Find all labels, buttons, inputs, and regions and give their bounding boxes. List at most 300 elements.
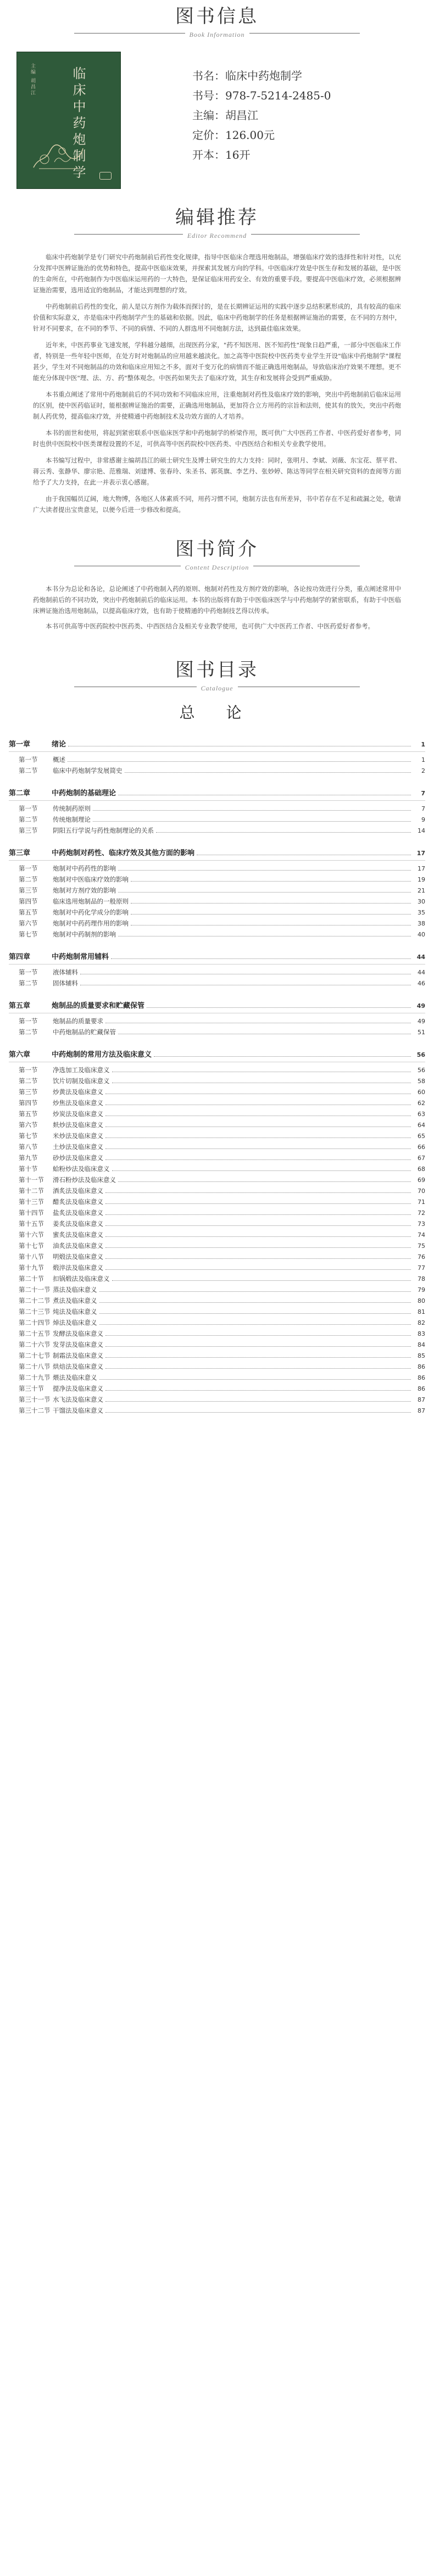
leader-dots [105, 1269, 411, 1270]
section-label: 第十四节 [19, 1209, 44, 1217]
section-name: 扣锅煅法及临床意义 [53, 1275, 110, 1283]
section-name: 炮制对中医临床疗效的影响 [53, 876, 129, 883]
section-label: 第一节 [19, 1066, 38, 1074]
leader-dots [105, 1401, 411, 1402]
intro-rule [74, 561, 360, 571]
chapter-name: 中药炮制的基础理论 [52, 789, 116, 798]
toc-section-row[interactable] [9, 1208, 425, 1219]
leader-dots [112, 1280, 411, 1281]
chapter-page: 56 [416, 1051, 425, 1058]
recommend-header [0, 205, 434, 239]
section-page: 56 [418, 1067, 425, 1074]
leader-dots [105, 1357, 411, 1358]
book-fields [192, 66, 331, 165]
section-label: 第二十节 [19, 1275, 44, 1283]
toc-section-row[interactable] [9, 1077, 425, 1088]
leader-dots [112, 1170, 411, 1171]
leader-dots [105, 1247, 411, 1248]
section-page: 86 [418, 1374, 425, 1381]
section-label: 第九节 [19, 1154, 38, 1162]
section-label: 第六节 [19, 919, 38, 927]
intro-paragraph: 本书可供高等中医药院校中医药类、中西医结合及相关专业教学使用，也可供广大中医药工作者、中医药爱好者参考。 [46, 622, 374, 630]
section-page: 38 [418, 920, 425, 927]
toc-section-row[interactable] [9, 968, 425, 979]
section-name: 制霜法及临床意义 [53, 1352, 103, 1359]
section-page: 69 [418, 1177, 425, 1184]
section-name: 饮片切制及临床意义 [53, 1077, 110, 1085]
section-page: 76 [418, 1253, 425, 1261]
recommend-paragraph: 由于我国幅员辽阔，地大物博，各地区人体素质不同，用药习惯不同，炮制方法也有所差异，书中若存在不足和疏漏之处，敬请广大读者提出宝贵意见，以便今后进一步修改和提高。 [33, 495, 401, 514]
section-page: 72 [418, 1209, 425, 1217]
toc-section-row[interactable] [9, 1164, 425, 1175]
section-label: 第十七节 [19, 1242, 44, 1250]
intro-paragraph: 本书分为总论和各论，总论阐述了中药炮制入药的原则、炮制对药性及方剂疗效的影响，各论按功效进行分类，重点阐述常用中药炮制前后的不同功效，突出中药炮制前后的临床运用。本书的出版将有助于中医临床医学与中药炮制学的紧密联系，有助于中医临床辨证施治选用炮制品，以提高临床疗效，也有助于使精通的中药炮制技艺得以传承。 [33, 585, 401, 615]
publisher-logo [99, 172, 112, 180]
leader-dots [118, 1181, 411, 1182]
toc-chapter [9, 951, 425, 990]
cover-title: 临床中药炮制学 [70, 66, 86, 182]
section-label: 第二十九节 [19, 1374, 51, 1381]
section-page: 21 [418, 887, 425, 894]
toc-section-row[interactable] [9, 1175, 425, 1186]
recommend-rule [74, 230, 360, 239]
toc-section-row[interactable] [9, 1351, 425, 1362]
section-label: 第二节 [19, 1077, 38, 1085]
section-name: 炮制对中药药理作用的影响 [53, 919, 129, 927]
section-name: 发酵法及临床意义 [53, 1330, 103, 1337]
section-name: 临床中药炮制学发展简史 [53, 767, 123, 774]
section-name: 传统炮制理论 [53, 816, 91, 823]
toc-chapter [9, 847, 425, 941]
section-label: 第五节 [19, 908, 38, 916]
leader-dots [118, 870, 411, 871]
chapter-label: 第六章 [9, 1051, 31, 1059]
leader-dots [93, 810, 411, 811]
section-label: 第八节 [19, 1143, 38, 1151]
toc-section-row[interactable] [9, 1285, 425, 1296]
toc-section-row[interactable] [9, 1088, 425, 1099]
toc-section-row[interactable] [9, 755, 425, 766]
section-name: 醋炙法及临床意义 [53, 1198, 103, 1206]
section-name: 炒黄法及临床意义 [53, 1088, 103, 1096]
field-isbn: 书号：978-7-5214-2485-0 [192, 89, 331, 102]
section-page: 51 [418, 1029, 425, 1036]
section-page: 9 [421, 816, 425, 823]
section-name: 砂炒法及临床意义 [53, 1154, 103, 1162]
chapter-page: 1 [421, 741, 425, 748]
cover-herb-illustration [28, 135, 88, 173]
section-label: 第三节 [19, 827, 38, 834]
leader-dots [147, 1007, 411, 1008]
section-name: 水飞法及临床意义 [53, 1396, 103, 1403]
toc-section-row[interactable] [9, 1406, 425, 1417]
leader-dots [105, 1236, 411, 1237]
section-page: 17 [418, 865, 425, 872]
section-label: 第二节 [19, 816, 38, 823]
section-label: 第一节 [19, 1017, 38, 1025]
section-name: 液体辅料 [53, 968, 78, 976]
section-name: 蒸法及临床意义 [53, 1286, 97, 1293]
leader-dots [99, 1324, 411, 1325]
section-name: 焯法及临床意义 [53, 1319, 97, 1326]
section-page: 71 [418, 1198, 425, 1206]
section-page: 86 [418, 1363, 425, 1370]
section-name: 概述 [53, 756, 65, 763]
section-label: 第一节 [19, 756, 38, 763]
toc-chapter-row[interactable] [9, 847, 425, 859]
section-page: 85 [418, 1352, 425, 1359]
leader-dots [105, 1335, 411, 1336]
leader-dots [99, 1291, 411, 1292]
toc-section-row[interactable] [9, 1109, 425, 1120]
section-page: 30 [418, 898, 425, 905]
section-page: 46 [418, 980, 425, 987]
toc-section-row[interactable] [9, 1362, 425, 1373]
leader-dots [105, 1148, 411, 1149]
leader-dots [105, 1203, 411, 1204]
toc-section-row[interactable] [9, 979, 425, 990]
section-label: 第三十节 [19, 1385, 44, 1392]
leader-dots [125, 772, 411, 773]
toc-section-row[interactable] [9, 1120, 425, 1131]
section-label: 第二十二节 [19, 1297, 51, 1304]
intro-title: 图书简介 [175, 538, 259, 560]
section-label: 第四节 [19, 1099, 38, 1107]
leader-dots [105, 1225, 411, 1226]
leader-dots [131, 881, 411, 882]
section-name: 炮制对中药制剂的影响 [53, 930, 116, 938]
leader-dots [105, 1346, 411, 1347]
section-label: 第五节 [19, 1110, 38, 1118]
section-label: 第三十二节 [19, 1407, 51, 1414]
section-label: 第二十六节 [19, 1341, 51, 1348]
section-label: 第二节 [19, 767, 38, 774]
toc-section-row[interactable] [9, 1263, 425, 1274]
leader-dots [99, 1302, 411, 1303]
toc-section-row[interactable] [9, 1028, 425, 1039]
section-page: 73 [418, 1220, 425, 1228]
book-info-subtitle: Book Information [185, 31, 249, 38]
cover-author: 主编 胡昌江 [30, 63, 35, 96]
section-page: 87 [418, 1396, 425, 1403]
toc-section-row[interactable] [9, 1384, 425, 1395]
section-name: 米炒法及临床意义 [53, 1132, 103, 1140]
toc-section-row[interactable] [9, 1219, 425, 1230]
toc-section-row[interactable] [9, 908, 425, 919]
chapter-divider [9, 800, 425, 801]
leader-dots [99, 1313, 411, 1314]
section-name: 土炒法及临床意义 [53, 1143, 103, 1151]
leader-dots [105, 1192, 411, 1193]
section-page: 75 [418, 1242, 425, 1250]
toc-heading: 总 论 [179, 704, 255, 722]
toc-section-row[interactable] [9, 930, 425, 941]
section-label: 第二十七节 [19, 1352, 51, 1359]
section-label: 第十五节 [19, 1220, 44, 1228]
section-page: 1 [421, 756, 425, 763]
section-label: 第二十三节 [19, 1308, 51, 1315]
section-label: 第六节 [19, 1121, 38, 1129]
chapter-label: 第一章 [9, 740, 31, 749]
section-name: 烘焙法及临床意义 [53, 1363, 103, 1370]
section-page: 81 [418, 1308, 425, 1315]
toc-section-row[interactable] [9, 919, 425, 930]
toc-chapter-row[interactable] [9, 787, 425, 799]
section-page: 83 [418, 1330, 425, 1337]
book-cover [16, 52, 121, 189]
toc-chapter-row[interactable] [9, 1000, 425, 1012]
book-info-rule [74, 29, 360, 38]
toc-section-row[interactable] [9, 1186, 425, 1197]
chapter-label: 第三章 [9, 849, 31, 857]
recommend-title: 编辑推荐 [175, 207, 259, 228]
section-page: 65 [418, 1133, 425, 1140]
field-price: 定价：126.00元 [192, 129, 275, 142]
section-label: 第十节 [19, 1165, 38, 1173]
chapter-label: 第四章 [9, 953, 31, 961]
section-name: 明煅法及临床意义 [53, 1253, 103, 1261]
section-page: 60 [418, 1089, 425, 1096]
section-name: 干馏法及临床意义 [53, 1407, 103, 1414]
chapter-page: 17 [416, 850, 425, 857]
section-name: 提净法及临床意义 [53, 1385, 103, 1392]
toc-chapter-row[interactable] [9, 1049, 425, 1061]
toc-section-row[interactable] [9, 826, 425, 837]
intro-subtitle: Content Description [181, 564, 254, 571]
leader-dots [118, 892, 411, 893]
section-page: 64 [418, 1122, 425, 1129]
toc-section-row[interactable] [9, 1197, 425, 1208]
section-page: 74 [418, 1231, 425, 1239]
chapter-name: 中药炮制对药性、临床疗效及其他方面的影响 [52, 849, 195, 857]
catalogue-header [0, 658, 434, 692]
toc-section-row[interactable] [9, 815, 425, 826]
toc-chapter [9, 1000, 425, 1039]
table-of-contents [0, 738, 434, 1417]
toc-section-row[interactable] [9, 864, 425, 875]
toc-section-row[interactable] [9, 897, 425, 908]
leader-dots [105, 1390, 411, 1391]
toc-section-row[interactable] [9, 1307, 425, 1318]
section-label: 第一节 [19, 865, 38, 872]
section-page: 80 [418, 1297, 425, 1304]
section-name: 煨法及临床意义 [53, 1374, 97, 1381]
section-name: 净选加工及临床意义 [53, 1066, 110, 1074]
section-name: 阴阳五行学说与药性炮制理论的关系 [53, 827, 154, 834]
section-page: 35 [418, 909, 425, 916]
section-page: 66 [418, 1144, 425, 1151]
section-name: 中药炮制品的贮藏保管 [53, 1028, 116, 1036]
leader-dots [99, 1379, 411, 1380]
field-book-name: 书名：临床中药炮制学 [192, 69, 302, 82]
recommend-paragraph: 本书的面世和使用，将起到紧密联系中医临床医学和中药炮制学的桥梁作用，既可供广大中医药工作者、中医药爱好者参考，同时也供中医院校中医类课程设置的不足，可供高等中医药院校中医药类、中西医结合和相关专业教学使用。 [33, 429, 401, 448]
toc-section-row[interactable] [9, 1318, 425, 1329]
section-page: 78 [418, 1275, 425, 1283]
section-label: 第一节 [19, 968, 38, 976]
section-label: 第二十四节 [19, 1319, 51, 1326]
chapter-divider [9, 860, 425, 861]
section-page: 40 [418, 931, 425, 938]
leader-dots [131, 903, 411, 904]
section-label: 第三节 [19, 886, 38, 894]
section-name: 油炙法及临床意义 [53, 1242, 103, 1250]
section-name: 发芽法及临床意义 [53, 1341, 103, 1348]
recommend-paragraph: 本书重点阐述了常用中药炮制前后的不同功效和不同临床应用，注重炮制对药性及临床疗效的影响，突出中药炮制前后临床运用的区别，使中医药临证时，能根据辨证施治的需要，正确选用炮制品，更加符合立方用药的宗旨和法则，使其有的放矢，突出中药炮制人药优势，提高临床疗效，并使精通中药炮制技术及功效方面的人才培养。 [33, 391, 401, 420]
section-label: 第二节 [19, 1028, 38, 1036]
field-format: 开本：16开 [192, 148, 251, 161]
intro-body [0, 583, 434, 632]
section-label: 第二节 [19, 876, 38, 883]
section-page: 49 [418, 1018, 425, 1025]
section-page: 68 [418, 1166, 425, 1173]
chapter-label: 第五章 [9, 1002, 31, 1010]
section-name: 炮制对中药化学成分的影响 [53, 908, 129, 916]
section-label: 第三节 [19, 1088, 38, 1096]
section-label: 第十九节 [19, 1264, 44, 1272]
section-page: 19 [418, 876, 425, 883]
toc-section-row[interactable] [9, 1142, 425, 1153]
section-page: 44 [418, 969, 425, 976]
toc-section-row[interactable] [9, 875, 425, 886]
leader-dots [105, 1368, 411, 1369]
toc-chapter [9, 787, 425, 837]
section-name: 传统制药原则 [53, 805, 91, 812]
section-label: 第二节 [19, 979, 38, 987]
leader-dots [93, 821, 411, 822]
section-label: 第二十八节 [19, 1363, 51, 1370]
toc-section-row[interactable] [9, 1274, 425, 1285]
leader-dots [105, 1258, 411, 1259]
section-page: 62 [418, 1100, 425, 1107]
section-label: 第十三节 [19, 1198, 44, 1206]
section-name: 蜜炙法及临床意义 [53, 1231, 103, 1239]
chapter-label: 第二章 [9, 789, 31, 798]
toc-section-row[interactable] [9, 1230, 425, 1241]
section-label: 第十六节 [19, 1231, 44, 1239]
chapter-page: 49 [416, 1002, 425, 1010]
section-name: 滑石粉炒法及临床意义 [53, 1176, 116, 1184]
recommend-body [0, 252, 434, 515]
toc-section-row[interactable] [9, 1153, 425, 1164]
toc-section-row[interactable] [9, 1099, 425, 1109]
toc-section-row[interactable] [9, 1329, 425, 1340]
toc-chapter [9, 1049, 425, 1417]
toc-section-row[interactable] [9, 1296, 425, 1307]
leader-dots [111, 958, 411, 959]
section-name: 炮制对方剂疗效的影响 [53, 886, 116, 894]
section-page: 2 [421, 767, 425, 774]
leader-dots [105, 1159, 411, 1160]
section-page: 77 [418, 1264, 425, 1272]
leader-dots [68, 761, 411, 762]
book-info-header [0, 0, 434, 38]
toc-section-row[interactable] [9, 1395, 425, 1406]
section-label: 第十二节 [19, 1187, 44, 1195]
recommend-paragraph: 近年来，中医药事业飞速发展，学科越分越细，出现医药分家，"药不知医用、医不知药性"现象日趋严重，一部分中医临床工作者，特别是一些年轻中医师，在处方时对炮制品的应用越来越淡化。加之高等中医院校中医药类专业学生开设"临床中药炮制学"课程甚少，学生对不同炮制品的功效和临床应用知之不多，面对千变万化的病情而不能正确选用炮制品，导致临床治疗效果不理想。更不能充分体现中医"理、法、方、药"整体观念。中医药如果失去了临床疗效，其生存和发展将会受到严重威胁。 [33, 341, 401, 382]
section-name: 临床选用炮制品的一般原则 [53, 897, 129, 905]
chapter-name: 炮制品的质量要求和贮藏保管 [52, 1002, 145, 1010]
chapter-page: 7 [421, 790, 425, 797]
toc-section-row[interactable] [9, 1241, 425, 1252]
intro-header [0, 537, 434, 571]
recommend-subtitle: Editor Recommend [183, 232, 251, 239]
section-label: 第四节 [19, 897, 38, 905]
toc-section-row[interactable] [9, 804, 425, 815]
section-name: 炮制品的质量要求 [53, 1017, 103, 1025]
section-label: 第二十五节 [19, 1330, 51, 1337]
section-label: 第三十一节 [19, 1396, 51, 1403]
catalogue-subtitle: Catalogue [197, 684, 238, 692]
recommend-paragraph: 中药炮制前后药性的变化，前人是以方剂作为载体而探讨的，是在长期辨证运用的实践中逐步总结积累形成的，具有较高的临床价值和实际意义，亦是临床中药炮制学产生的基础和依据。因此，临床中药炮制学的任务是根据辨证施治的需要，在不同的方剂中，针对不同要求，在不同的季节、不同的病情、不同的人群选用不同炮制方法，达到最佳临床效果。 [33, 303, 401, 332]
section-label: 第十一节 [19, 1176, 44, 1184]
section-page: 7 [421, 805, 425, 812]
book-info-title: 图书信息 [175, 5, 259, 27]
toc-section-row[interactable] [9, 1252, 425, 1263]
section-name: 炖法及临床意义 [53, 1308, 97, 1315]
chapter-name: 中药炮制的常用方法及临床意义 [52, 1051, 152, 1059]
toc-section-row[interactable] [9, 1340, 425, 1351]
toc-section-row[interactable] [9, 1131, 425, 1142]
leader-dots [105, 1412, 411, 1413]
section-page: 86 [418, 1385, 425, 1392]
section-page: 70 [418, 1187, 425, 1195]
section-name: 煅淬法及临床意义 [53, 1264, 103, 1272]
toc-chapter [9, 738, 425, 777]
section-page: 84 [418, 1341, 425, 1348]
chapter-name: 中药炮制常用辅料 [52, 953, 109, 961]
section-label: 第七节 [19, 930, 38, 938]
recommend-paragraph: 临床中药炮制学是专门研究中药炮制前后药性变化规律，指导中医临床合理选用炮制品，增强临床疗效的选择性和针对性，以充分发挥中医辨证施治的优势和特色，提高中医临床效果，并探索其发展方向的学科。中医临床疗效是中医生存和发展的基础，是中医的生命所在，中药炮制作为中医临床运用药的一大特色，是保证临床用药安全、有效的重要手段。要提高中医临床疗效，必须根据辨证施治需要，选用适宜的炮制品，才能达到理想的疗效。 [33, 253, 401, 294]
section-name: 姜炙法及临床意义 [53, 1220, 103, 1228]
book-info-section [0, 38, 434, 187]
catalogue-title: 图书目录 [175, 659, 259, 681]
leader-dots [105, 1214, 411, 1215]
toc-chapter-row[interactable] [9, 951, 425, 963]
toc-chapter-row[interactable] [9, 738, 425, 750]
section-page: 58 [418, 1078, 425, 1085]
section-name: 炒炭法及临床意义 [53, 1110, 103, 1118]
section-name: 酒炙法及临床意义 [53, 1187, 103, 1195]
section-page: 79 [418, 1286, 425, 1293]
section-name: 固体辅料 [53, 979, 78, 987]
section-label: 第一节 [19, 805, 38, 812]
section-label: 第十八节 [19, 1253, 44, 1261]
catalogue-rule [74, 682, 360, 692]
section-page: 87 [418, 1407, 425, 1414]
toc-section-row[interactable] [9, 1017, 425, 1028]
field-editor: 主编：胡昌江 [192, 109, 258, 122]
chapter-divider [9, 751, 425, 752]
toc-section-row[interactable] [9, 886, 425, 897]
section-page: 82 [418, 1319, 425, 1326]
leader-dots [156, 832, 411, 833]
toc-section-row[interactable] [9, 1066, 425, 1077]
section-label: 第二十一节 [19, 1286, 51, 1293]
section-page: 67 [418, 1155, 425, 1162]
leader-dots [154, 1056, 411, 1057]
recommend-paragraph: 本书编写过程中，非常感谢主编胡昌江的硕士研究生及博士研究生的大力支持：同时，张明月、李斌、刘薇、东宝花、蔡平君、蒋云秀、张静华、廖宗艳、范雅瑞、刘建博、张春玲、朱圣书、郭英旗、李艺丹、张妙婷、陈达等同学在相关研究资料的查阅等方面给予了大力支持，在此一并表示衷心感谢。 [33, 456, 401, 486]
toc-section-row[interactable] [9, 766, 425, 777]
section-name: 炮制对中药药性的影响 [53, 865, 116, 872]
section-label: 第七节 [19, 1132, 38, 1140]
section-page: 14 [418, 827, 425, 834]
leader-dots [131, 914, 411, 915]
chapter-page: 44 [416, 954, 425, 961]
section-name: 煮法及临床意义 [53, 1297, 97, 1304]
chapter-name: 绪论 [52, 740, 66, 749]
toc-section-row[interactable] [9, 1373, 425, 1384]
section-name: 麸炒法及临床意义 [53, 1121, 103, 1129]
